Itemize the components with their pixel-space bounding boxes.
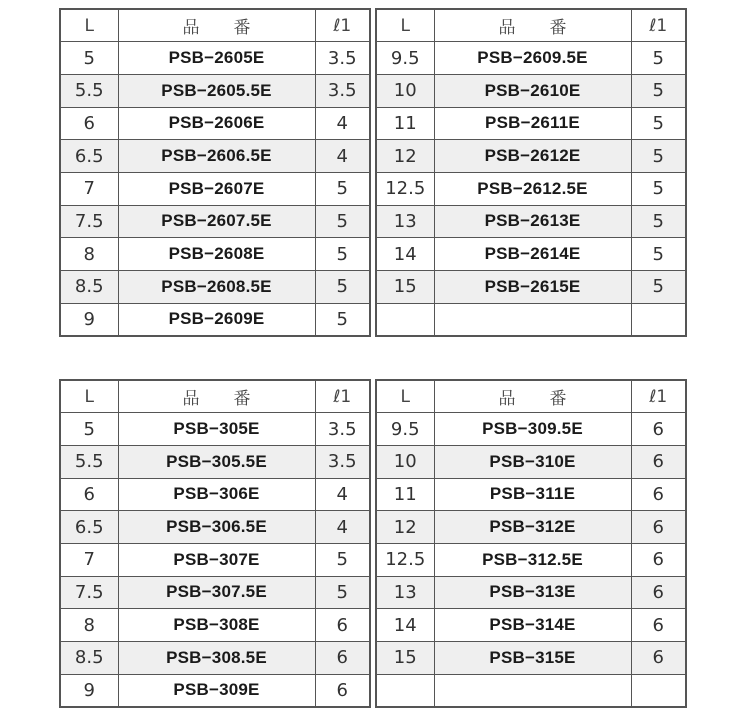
table-row xyxy=(60,140,370,173)
l1-cell: 5 xyxy=(631,74,686,107)
part-number-cell: PSB−2605E xyxy=(118,42,315,75)
l1-cell: 6 xyxy=(631,478,686,511)
table-row-empty xyxy=(376,303,686,336)
table-row xyxy=(376,511,686,544)
part-number-cell: PSB−2606E xyxy=(118,107,315,140)
length-cell: 7.5 xyxy=(60,576,118,609)
part-number-cell: PSB−309E xyxy=(118,674,315,707)
part-number-cell: PSB−308.5E xyxy=(118,642,315,675)
l1-cell: 4 xyxy=(315,511,370,544)
length-cell: 14 xyxy=(376,238,434,271)
part-number-cell: PSB−312E xyxy=(434,511,631,544)
l1-cell: 5 xyxy=(631,172,686,205)
part-number-cell: PSB−2611E xyxy=(434,107,631,140)
l1-cell: 5 xyxy=(315,303,370,336)
table-row xyxy=(60,478,370,511)
length-cell: 10 xyxy=(376,74,434,107)
l1-cell: 5 xyxy=(315,576,370,609)
l1-cell: 6 xyxy=(631,413,686,446)
length-cell: 6 xyxy=(60,478,118,511)
l1-cell: 5 xyxy=(631,140,686,173)
l1-cell: 6 xyxy=(631,445,686,478)
length-cell xyxy=(376,303,434,336)
length-cell: 8 xyxy=(60,238,118,271)
header-part-number: 品 番 xyxy=(434,9,631,42)
part-number-cell: PSB−306E xyxy=(118,478,315,511)
length-cell: 11 xyxy=(376,107,434,140)
part-number-cell: PSB−2614E xyxy=(434,238,631,271)
part-number-cell: PSB−2607E xyxy=(118,172,315,205)
table-row xyxy=(60,74,370,107)
part-number-cell: PSB−311E xyxy=(434,478,631,511)
table-row xyxy=(60,172,370,205)
part-number-cell: PSB−2615E xyxy=(434,271,631,304)
part-number-cell: PSB−315E xyxy=(434,642,631,675)
l1-cell: 3.5 xyxy=(315,445,370,478)
table-row xyxy=(376,140,686,173)
table-row xyxy=(60,42,370,75)
length-cell: 5.5 xyxy=(60,74,118,107)
table-row xyxy=(60,205,370,238)
length-cell: 13 xyxy=(376,576,434,609)
header-length: L xyxy=(60,9,118,42)
l1-cell: 3.5 xyxy=(315,74,370,107)
header-length: L xyxy=(376,380,434,413)
l1-cell: 6 xyxy=(315,609,370,642)
part-number-cell: PSB−305E xyxy=(118,413,315,446)
length-cell: 8.5 xyxy=(60,642,118,675)
l1-cell: 6 xyxy=(315,642,370,675)
table-row xyxy=(376,172,686,205)
part-number-cell: PSB−2606.5E xyxy=(118,140,315,173)
table-row xyxy=(376,271,686,304)
table-row xyxy=(60,107,370,140)
part-number-cell xyxy=(434,674,631,707)
length-cell: 8 xyxy=(60,609,118,642)
header-part-number: 品 番 xyxy=(118,9,315,42)
table-row xyxy=(60,674,370,707)
l1-cell: 6 xyxy=(315,674,370,707)
header-row xyxy=(376,380,686,413)
l1-cell: 5 xyxy=(315,543,370,576)
table-row xyxy=(376,609,686,642)
part-number-cell: PSB−2610E xyxy=(434,74,631,107)
length-cell: 9.5 xyxy=(376,413,434,446)
table-row xyxy=(376,74,686,107)
l1-cell: 5 xyxy=(631,205,686,238)
length-cell: 15 xyxy=(376,642,434,675)
l1-cell: 6 xyxy=(631,642,686,675)
part-number-cell: PSB−2608E xyxy=(118,238,315,271)
length-cell: 5 xyxy=(60,413,118,446)
header-part-number: 品 番 xyxy=(118,380,315,413)
header-l1: ℓ1 xyxy=(631,9,686,42)
l1-cell: 5 xyxy=(631,238,686,271)
part-number-cell: PSB−312.5E xyxy=(434,543,631,576)
header-l1: ℓ1 xyxy=(631,380,686,413)
header-row xyxy=(60,9,370,42)
l1-cell: 5 xyxy=(315,238,370,271)
part-number-cell: PSB−314E xyxy=(434,609,631,642)
part-number-cell: PSB−2609E xyxy=(118,303,315,336)
table-row xyxy=(60,445,370,478)
header-part-number: 品 番 xyxy=(434,380,631,413)
table-row xyxy=(376,205,686,238)
table-row xyxy=(60,642,370,675)
table-row xyxy=(376,107,686,140)
psb-300-table-left xyxy=(59,379,371,708)
length-cell: 14 xyxy=(376,609,434,642)
table-row-empty xyxy=(376,674,686,707)
l1-cell: 5 xyxy=(631,107,686,140)
part-number-cell: PSB−2609.5E xyxy=(434,42,631,75)
part-number-cell: PSB−305.5E xyxy=(118,445,315,478)
part-number-cell: PSB−2612.5E xyxy=(434,172,631,205)
table-row xyxy=(376,478,686,511)
length-cell: 10 xyxy=(376,445,434,478)
table-row xyxy=(60,271,370,304)
length-cell: 13 xyxy=(376,205,434,238)
part-number-cell: PSB−2608.5E xyxy=(118,271,315,304)
part-number-cell: PSB−310E xyxy=(434,445,631,478)
l1-cell: 6 xyxy=(631,576,686,609)
l1-cell: 5 xyxy=(631,271,686,304)
length-cell: 7 xyxy=(60,172,118,205)
l1-cell: 5 xyxy=(631,42,686,75)
l1-cell: 6 xyxy=(631,609,686,642)
length-cell: 7.5 xyxy=(60,205,118,238)
part-number-cell: PSB−308E xyxy=(118,609,315,642)
part-number-cell: PSB−2613E xyxy=(434,205,631,238)
length-cell: 5 xyxy=(60,42,118,75)
table-row xyxy=(60,511,370,544)
length-cell: 12.5 xyxy=(376,172,434,205)
psb-300-table-right xyxy=(375,379,687,708)
l1-cell: 6 xyxy=(631,511,686,544)
l1-cell: 3.5 xyxy=(315,42,370,75)
part-number-cell: PSB−313E xyxy=(434,576,631,609)
length-cell: 15 xyxy=(376,271,434,304)
part-number-cell: PSB−2612E xyxy=(434,140,631,173)
header-length: L xyxy=(60,380,118,413)
header-row xyxy=(376,9,686,42)
table-row xyxy=(376,238,686,271)
length-cell xyxy=(376,674,434,707)
l1-cell: 5 xyxy=(315,172,370,205)
l1-cell: 5 xyxy=(315,271,370,304)
part-number-cell: PSB−309.5E xyxy=(434,413,631,446)
table-row xyxy=(376,543,686,576)
length-cell: 11 xyxy=(376,478,434,511)
table-row xyxy=(60,413,370,446)
length-cell: 8.5 xyxy=(60,271,118,304)
psb-2600-table-left xyxy=(59,8,371,337)
table-row xyxy=(376,42,686,75)
l1-cell xyxy=(631,303,686,336)
table-row xyxy=(376,642,686,675)
header-row xyxy=(60,380,370,413)
table-row xyxy=(60,303,370,336)
l1-cell: 4 xyxy=(315,478,370,511)
length-cell: 9.5 xyxy=(376,42,434,75)
table-row xyxy=(376,413,686,446)
length-cell: 7 xyxy=(60,543,118,576)
header-l1: ℓ1 xyxy=(315,9,370,42)
table-row xyxy=(60,576,370,609)
l1-cell: 5 xyxy=(315,205,370,238)
l1-cell: 4 xyxy=(315,107,370,140)
part-number-cell: PSB−307E xyxy=(118,543,315,576)
length-cell: 9 xyxy=(60,303,118,336)
psb-2600-table-right xyxy=(375,8,687,337)
part-number-cell: PSB−2607.5E xyxy=(118,205,315,238)
part-number-cell: PSB−2605.5E xyxy=(118,74,315,107)
length-cell: 6 xyxy=(60,107,118,140)
part-number-cell: PSB−306.5E xyxy=(118,511,315,544)
length-cell: 6.5 xyxy=(60,511,118,544)
table-row xyxy=(376,445,686,478)
part-number-cell: PSB−307.5E xyxy=(118,576,315,609)
table-row xyxy=(376,576,686,609)
part-number-cell xyxy=(434,303,631,336)
length-cell: 12 xyxy=(376,511,434,544)
l1-cell xyxy=(631,674,686,707)
table-row xyxy=(60,238,370,271)
header-l1: ℓ1 xyxy=(315,380,370,413)
l1-cell: 6 xyxy=(631,543,686,576)
table-row xyxy=(60,609,370,642)
length-cell: 6.5 xyxy=(60,140,118,173)
length-cell: 12.5 xyxy=(376,543,434,576)
l1-cell: 3.5 xyxy=(315,413,370,446)
header-length: L xyxy=(376,9,434,42)
l1-cell: 4 xyxy=(315,140,370,173)
length-cell: 5.5 xyxy=(60,445,118,478)
length-cell: 12 xyxy=(376,140,434,173)
length-cell: 9 xyxy=(60,674,118,707)
table-row xyxy=(60,543,370,576)
